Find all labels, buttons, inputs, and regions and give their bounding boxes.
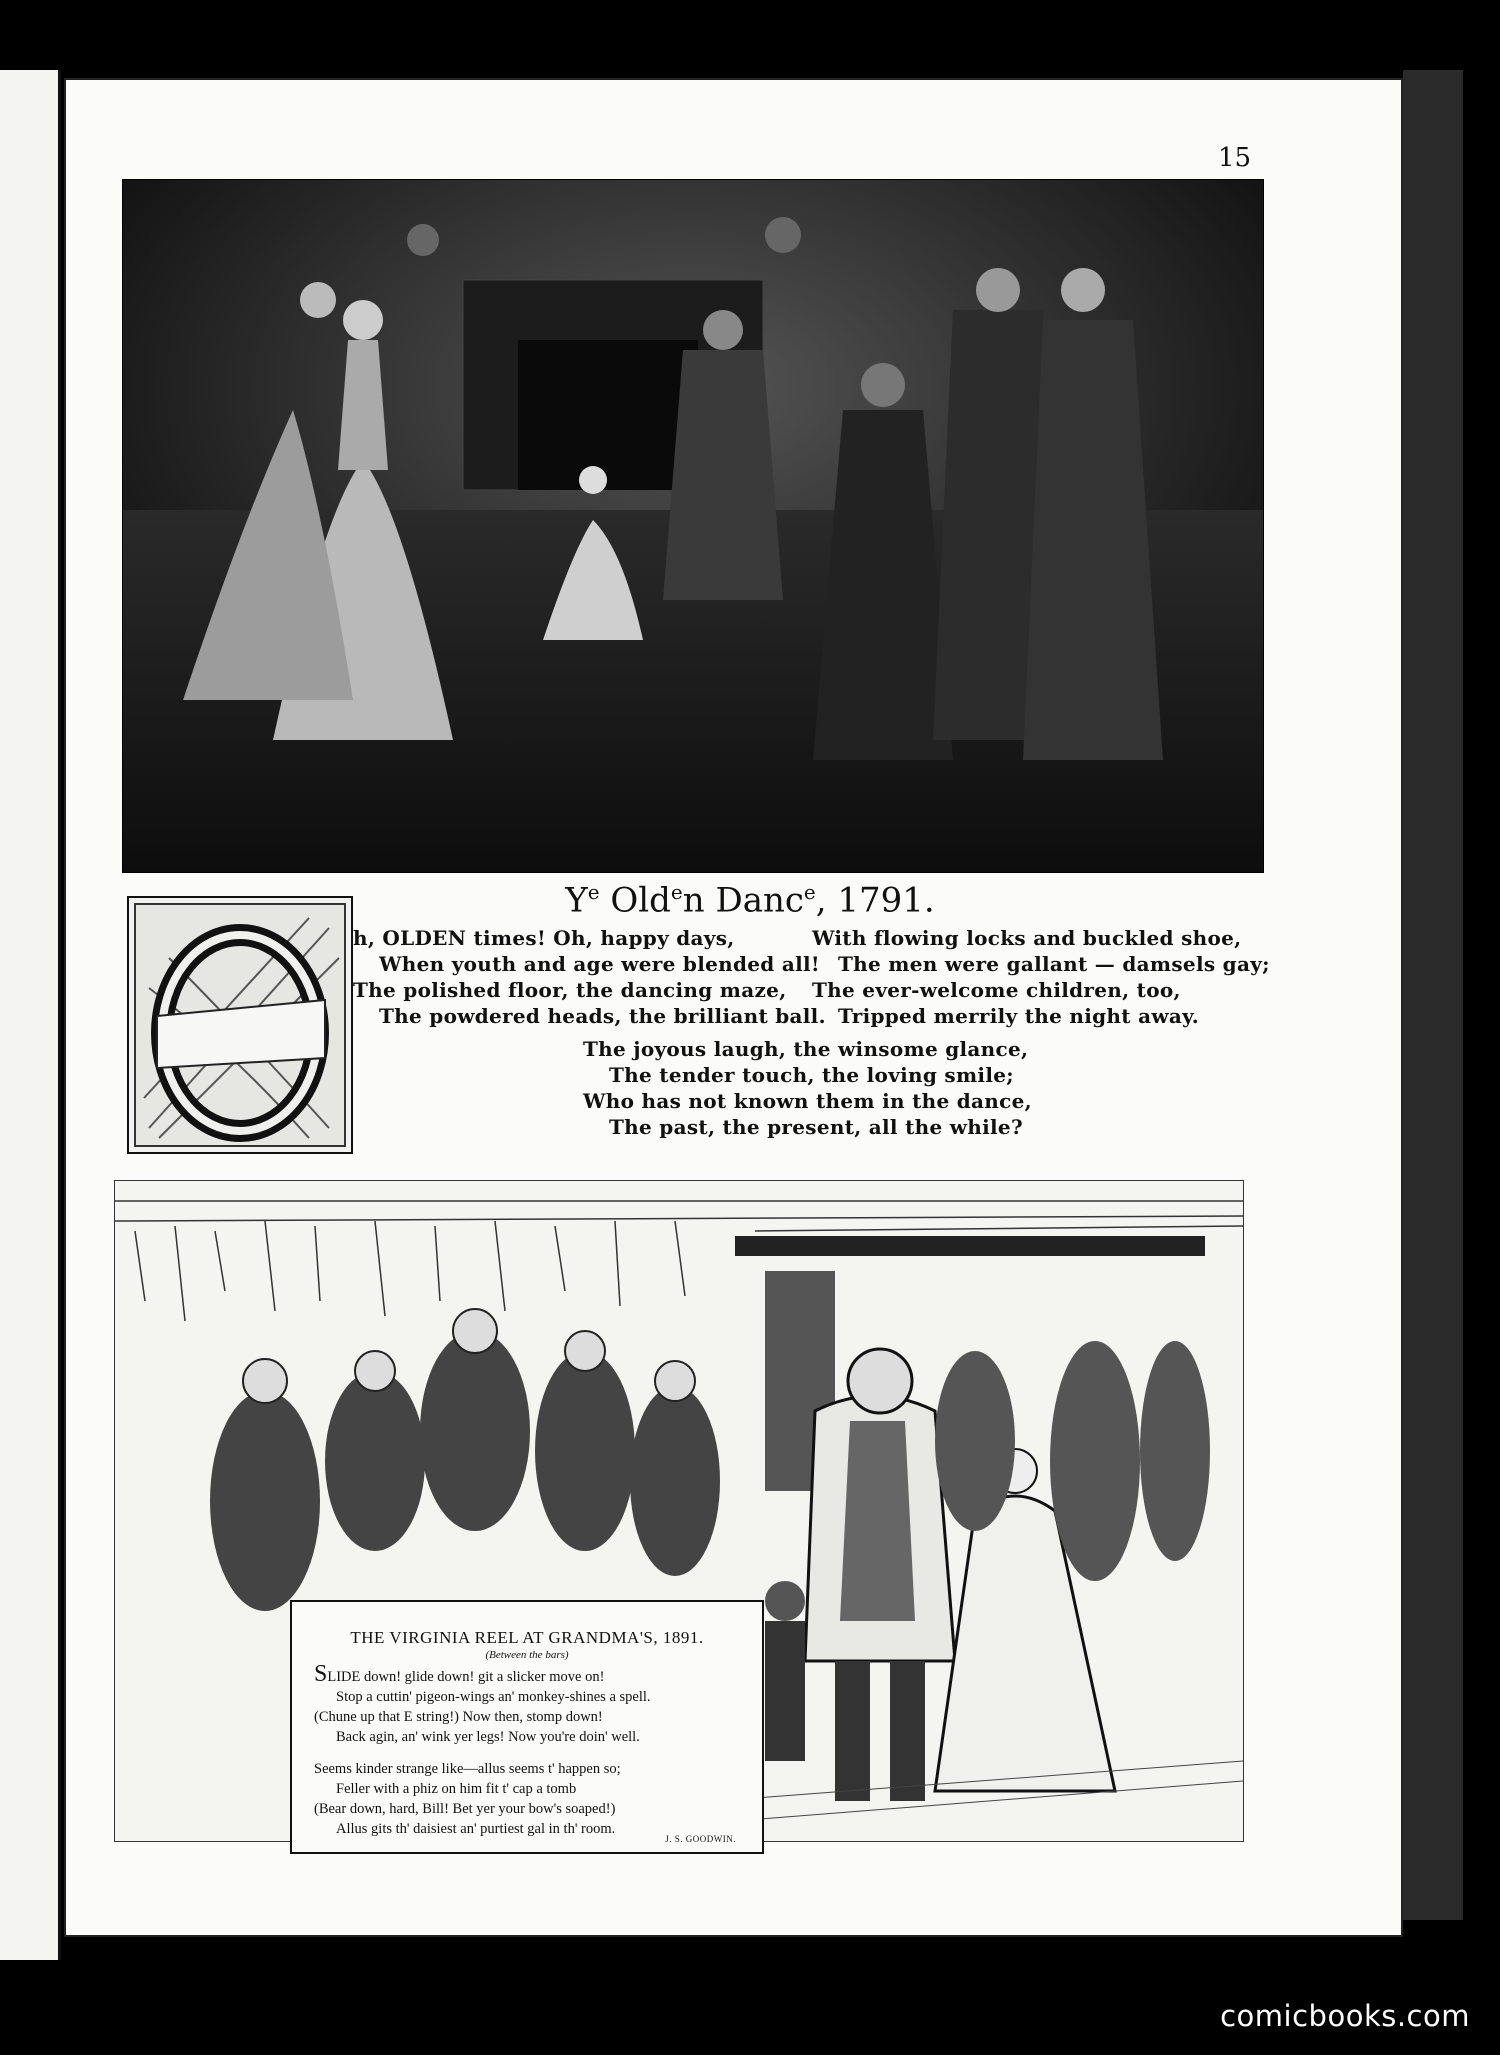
reel-line: Seems kinder strange like—allus seems t' happen so;	[314, 1761, 621, 1777]
reel-line	[314, 1661, 651, 1687]
reel-line: (Bear down, hard, Bill! Bet yer your bow's soaped!)	[314, 1801, 616, 1817]
title-sup: e	[670, 880, 683, 904]
title-sup: e	[587, 880, 600, 904]
poem-line: The powdered heads, the brilliant ball.	[379, 1004, 826, 1028]
olden-dance-illustration	[122, 179, 1264, 873]
poem-line: When youth and age were blended all!	[379, 952, 820, 976]
virginia-reel-poem-box	[290, 1600, 764, 1854]
title-part: Y	[565, 880, 588, 921]
title-part: n Danc	[682, 880, 804, 921]
poem-line: The men were gallant — damsels gay;	[838, 952, 1270, 976]
poem-line: The past, the present, all the while?	[609, 1115, 1023, 1139]
title-part: , 1791.	[815, 880, 935, 921]
scanner-edge	[1403, 70, 1463, 1920]
poem-line: Tripped merrily the night away.	[838, 1004, 1199, 1028]
poem-stanza-2	[812, 925, 1270, 1029]
poem-line: The polished floor, the dancing maze,	[353, 978, 787, 1002]
reel-author: J. S. GOODWIN.	[665, 1834, 736, 1844]
reel-title: THE VIRGINIA REEL AT GRANDMA'S, 1891.	[350, 1628, 704, 1647]
poem-line: The joyous laugh, the winsome glance,	[583, 1037, 1029, 1061]
reel-line: Feller with a phiz on him fit t' cap a tomb	[336, 1781, 577, 1797]
reel-subtitle: (Between the bars)	[485, 1649, 569, 1661]
watermark: comicbooks.com	[1220, 1999, 1470, 2033]
reel-dropcap: S	[314, 1661, 328, 1687]
poem-stanza-3	[583, 1036, 1032, 1140]
facing-page-edge	[0, 70, 61, 1960]
title-sup: e	[803, 880, 816, 904]
poem-line: The ever-welcome children, too,	[812, 978, 1181, 1002]
poem-line: h, OLDEN times! Oh, happy days,	[353, 926, 735, 950]
title-part: Old	[599, 880, 671, 921]
reel-line: Allus gits th' daisiest an' purtiest gal in th' room.	[336, 1821, 616, 1837]
poem-stanza-1	[353, 925, 826, 1029]
decorative-initial-o	[127, 896, 353, 1154]
reel-verse	[314, 1661, 651, 1839]
reel-line: Back agin, an' wink yer legs! Now you're doin' well.	[336, 1729, 640, 1745]
stanza-gap	[314, 1747, 651, 1759]
poem-line: With flowing locks and buckled shoe,	[812, 926, 1242, 950]
reel-line: (Chune up that E string!) Now then, stomp down!	[314, 1709, 603, 1725]
poem-line: Who has not known them in the dance,	[583, 1089, 1032, 1113]
page-number: 15	[1218, 143, 1252, 173]
reel-line-text: LIDE down! glide down! git a slicker move on!	[327, 1669, 605, 1685]
poem-line: The tender touch, the loving smile;	[609, 1063, 1014, 1087]
reel-line: Stop a cuttin' pigeon-wings an' monkey-shines a spell.	[336, 1689, 651, 1705]
